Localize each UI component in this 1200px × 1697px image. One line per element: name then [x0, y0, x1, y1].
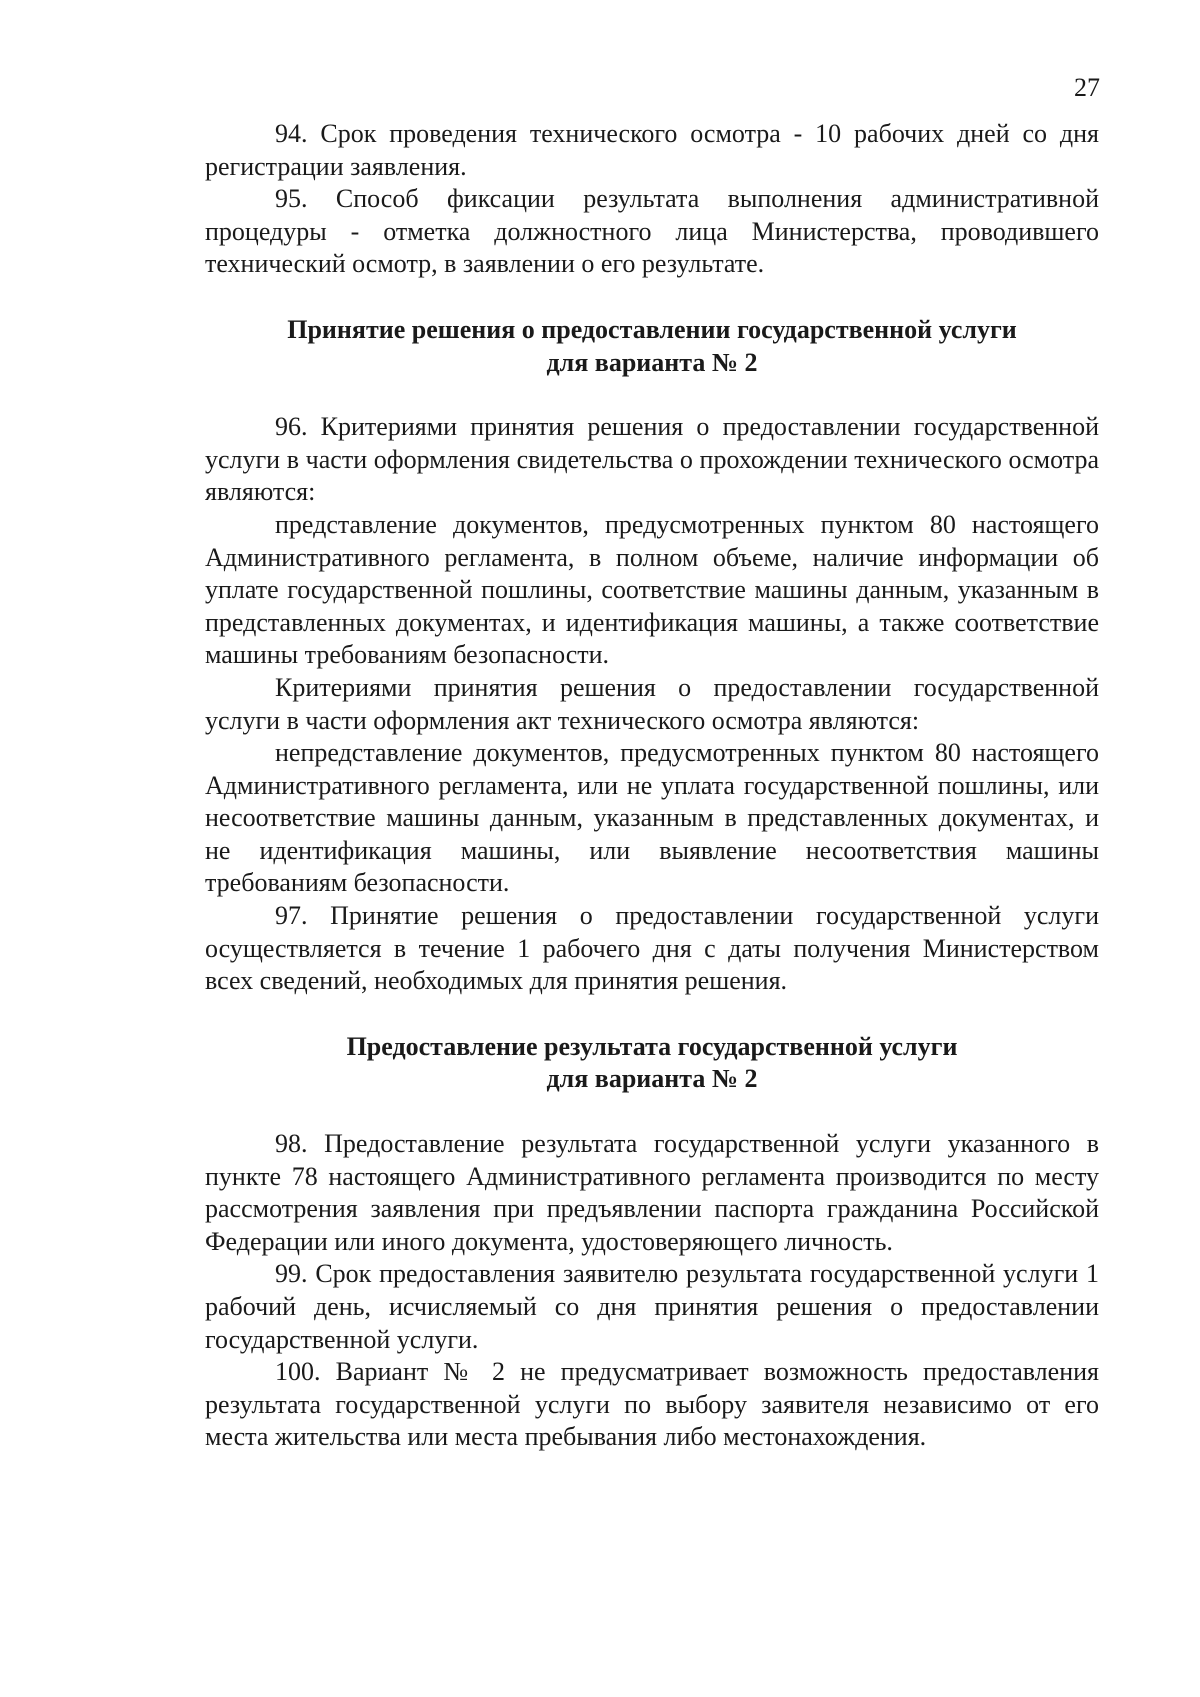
section-heading-line: для варианта № 2	[546, 347, 758, 377]
section-heading-line: Принятие решения о предоставлении государственной услуги	[287, 314, 1017, 344]
section-heading-line: для варианта № 2	[546, 1064, 758, 1094]
paragraph-criteria-intro: Критериями принятия решения о предоставлении государственной услуги в части оформления акт технического осмотра являются:	[205, 672, 1099, 735]
spacer	[205, 998, 1099, 1031]
paragraph-criteria-negative: непредставление документов, предусмотренных пунктом 80 настоящего Административного регламента, или не уплата государственной пошлины, или несоответствие машины данным, указанным в представленных документах, и не идентификация машины, или выявление несоответствия машины требованиям безопасности.	[205, 738, 1099, 898]
spacer	[205, 1096, 1099, 1128]
paragraph-95: 95. Способ фиксации результата выполнения административной процедуры - отметка должностного лица Министерства, проводившего технический осмотр, в заявлении о его результате.	[205, 184, 1099, 279]
paragraph-96: 96. Критериями принятия решения о предоставлении государственной услуги в части оформления свидетельства о прохождении технического осмотра являются:	[205, 412, 1099, 507]
page-number: 27	[1074, 73, 1100, 102]
paragraph-99: 99. Срок предоставления заявителю результата государственной услуги 1 рабочий день, исчисляемый со дня принятия решения о предоставлении государственной услуги.	[205, 1259, 1099, 1354]
paragraph-98: 98. Предоставление результата государственной услуги указанного в пункте 78 настоящего Административного регламента производится по месту рассмотрения заявления при предъявлении паспорта гражданина Российской Федерации или иного документа, удостоверяющего личность.	[205, 1129, 1099, 1256]
section-heading-line: Предоставление результата государственной услуги	[346, 1031, 958, 1061]
spacer	[205, 379, 1099, 411]
spacer	[205, 281, 1099, 314]
section-heading-result	[205, 1031, 1099, 1096]
document-body	[205, 118, 1099, 1454]
paragraph-97: 97. Принятие решения о предоставлении государственной услуги осуществляется в течение 1 рабочего дня с даты получения Министерством всех сведений, необходимых для принятия решения.	[205, 901, 1099, 996]
paragraph-criteria-positive: представление документов, предусмотренных пунктом 80 настоящего Административного регламента, в полном объеме, наличие информации об уплате государственной пошлины, соответствие машины данным, указанным в представленных документах, и идентификация машины, а также соответствие машины требованиям безопасности.	[205, 509, 1099, 670]
paragraph-100: 100. Вариант № 2 не предусматривает возможность предоставления результата государственной услуги по выбору заявителя независимо от его места жительства или места пребывания либо местонахождения.	[205, 1357, 1099, 1452]
section-heading-decision	[205, 314, 1099, 379]
paragraph-94: 94. Срок проведения технического осмотра - 10 рабочих дней со дня регистрации заявления.	[205, 119, 1099, 181]
